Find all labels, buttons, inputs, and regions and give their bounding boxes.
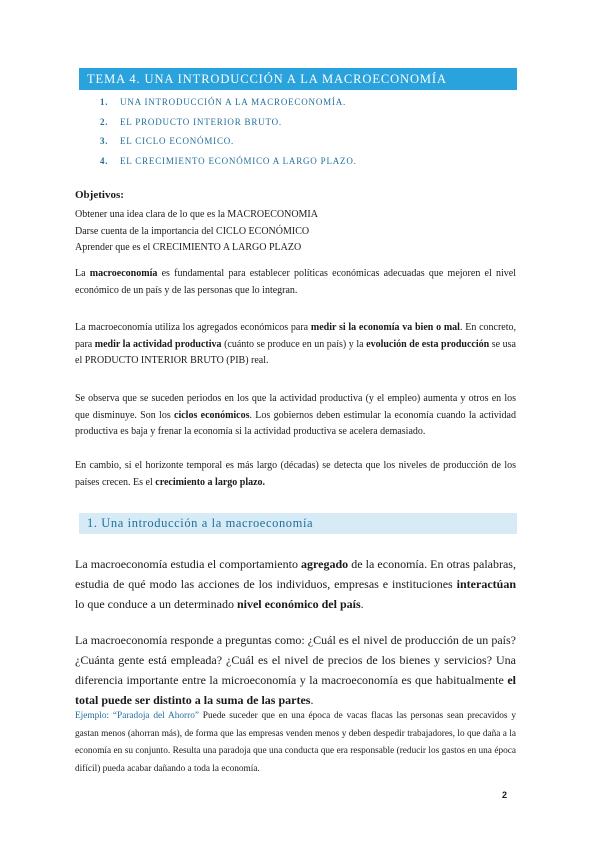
section-paragraph-1 (75, 554, 516, 614)
bold-term: crecimiento a largo plazo. (155, 476, 266, 488)
section-paragraph-2 (75, 630, 516, 710)
bold-term: medir si la economía va bien o mal (310, 322, 460, 333)
text-run: lo que conduce a un determinado (75, 597, 237, 611)
intro-paragraph-3 (75, 391, 516, 441)
objectives-heading: Objetivos: (75, 189, 124, 201)
objective-item: Aprender que es el CRECIMIENTO A LARGO PLAZO (75, 242, 302, 253)
bold-term: nivel económico del país (236, 597, 361, 611)
objective-item: Darse cuenta de la importancia del CICLO ECONÓMICO (75, 225, 310, 237)
text-run: . Los gobiernos deben estimular la economía cuando la actividad productiva es baja y frenar la economía si la actividad productiva se acelera demasiado. (75, 409, 516, 437)
bold-term: macroeconomía (89, 268, 158, 279)
bold-term: interactúan (456, 577, 516, 591)
text-run: Se observa que se suceden periodos en los que la actividad productiva (y el empleo) aumenta y otros en los que disminuye. Son los (75, 393, 516, 421)
toc-item (100, 117, 357, 137)
text-run: . (360, 597, 364, 611)
toc-number: 2. (100, 116, 109, 127)
text-run: La macroeconomía responde a preguntas como: ¿Cuál es el nivel de producción de un país? ¿Cuánta gente está empleada? ¿Cuál es el nivel de precios de los bienes y servicios? Una diferencia importante entre la microeconomía y la macroeconomía es que habitualmente (75, 633, 516, 687)
example-paragraph (75, 708, 516, 778)
example-label: Ejemplo: (75, 711, 110, 721)
toc-label: EL CRECIMIENTO ECONÓMICO A LARGO PLAZO. (120, 155, 357, 166)
toc-label: UNA INTRODUCCIÓN A LA MACROECONOMÍA. (120, 97, 347, 107)
text-run: de la economía. En otras palabras, estudia de qué modo las acciones de los individuos, empresas e instituciones (75, 557, 516, 591)
text-run: . (310, 693, 314, 707)
toc-number: 4. (100, 155, 109, 166)
intro-paragraph-4 (75, 458, 516, 491)
section-heading: 1. Una introducción a la macroeconomía (79, 513, 517, 534)
intro-paragraph-1 (75, 266, 516, 299)
page-number: 2 (502, 790, 508, 800)
toc-item (100, 156, 357, 176)
bold-term: medir la actividad productiva (94, 338, 222, 350)
objectives-list (75, 207, 318, 257)
text-run: se usa el PRODUCTO INTERIOR BRUTO (PIB) real. (75, 338, 516, 366)
text-run: La (75, 268, 90, 279)
text-run: . En concreto, para (75, 322, 516, 350)
example-quote: “Paradoja del Ahorro” (112, 711, 199, 721)
text-run: es fundamental para establecer políticas económicas adecuadas que mejoren el nivel económico de un país y de las personas que lo integran. (75, 268, 516, 296)
objective-item: Obtener una idea clara de lo que es la MACROECONOMIA (75, 209, 318, 220)
toc-item (100, 136, 357, 156)
toc-number: 1. (100, 97, 109, 107)
text-run: Puede suceder que en una época de vacas flacas las personas sean precavidos y gastan menos (ahorran más), de forma que las empresas venden menos y deben despedir trabajadores, lo que daña a la economía en su conjunto. Resulta una paradoja que una conducta que era responsable (reducir los gastos en una época difícil) pueda acabar dañando a toda la economía. (75, 711, 517, 774)
bold-term: el total puede ser distinto a la suma de las partes (75, 673, 516, 707)
bold-term: ciclos económicos (174, 409, 250, 421)
toc-label: EL PRODUCTO INTERIOR BRUTO. (120, 116, 282, 127)
table-of-contents (100, 97, 357, 175)
intro-paragraph-2 (75, 320, 516, 370)
toc-item (100, 97, 357, 117)
text-run: En cambio, si el horizonte temporal es más largo (décadas) se detecta que los niveles de producción de los países crecen. Es el (75, 460, 516, 488)
toc-label: EL CICLO ECONÓMICO. (120, 136, 235, 146)
chapter-title: TEMA 4. UNA INTRODUCCIÓN A LA MACROECONOMÍA (79, 68, 517, 90)
bold-term: evolución de esta producción (366, 338, 490, 350)
text-run: (cuánto se produce en un país) y la (221, 338, 367, 350)
text-run: La macroeconomía utiliza los agregados económicos para (75, 322, 311, 333)
toc-number: 3. (100, 136, 109, 146)
text-run: La macroeconomía estudia el comportamiento (75, 557, 302, 571)
bold-term: agregado (301, 557, 349, 571)
